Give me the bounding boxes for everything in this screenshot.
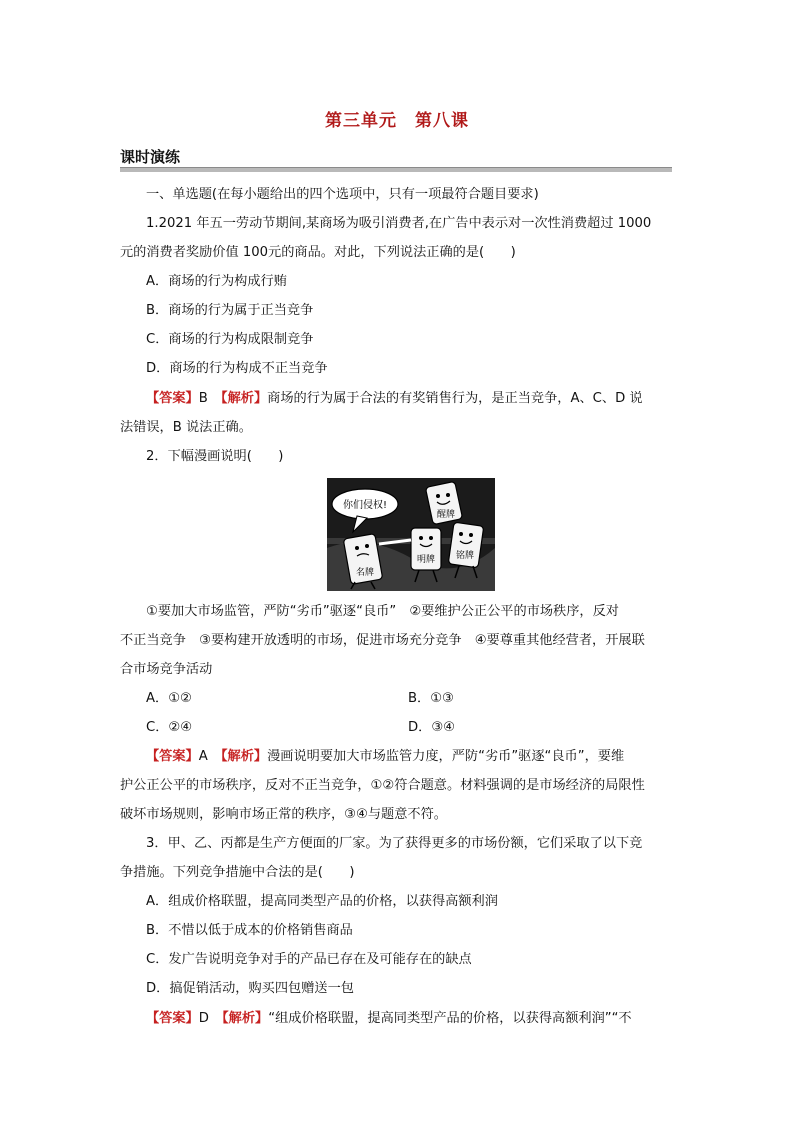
analysis-tag: 【解析】: [221, 391, 268, 406]
page-title: 第三单元 第八课: [325, 111, 469, 131]
instructions: 一、单选题(在每小题给出的四个选项中，只有一项最符合题目要求): [146, 187, 539, 202]
q1-stem-line2: 元的消费者奖励价值 100元的商品。对此，下列说法正确的是( ): [120, 245, 516, 260]
q2-option-d: D．③④: [408, 720, 455, 735]
q2-items-line1: ①要加大市场监管，严防“劣币”驱逐“良币” ②要维护公正公平的市场秩序，反对: [146, 604, 619, 619]
label-right: 铭牌: [455, 551, 475, 561]
section-divider: [120, 167, 672, 172]
q1-answer: B: [198, 391, 208, 406]
q2-analysis-line3: 破坏市场规则，影响市场正常的秩序，③④与题意不符。: [120, 807, 447, 822]
q2-answer: A: [198, 749, 208, 764]
q1-option-b: B．商场的行为属于正当竞争: [146, 303, 314, 318]
q3-option-d: D．搞促销活动，购买四包赠送一包: [146, 981, 354, 996]
q2-items-line2: 不正当竞争 ③要构建开放透明的市场，促进市场充分竞争 ④要尊重其他经营者，开展联: [120, 633, 645, 648]
q1-option-d: D．商场的行为构成不正当竞争: [146, 361, 328, 376]
section-heading: 课时演练: [120, 148, 181, 166]
answer-tag: 【答案】: [146, 391, 199, 406]
q1-stem-line1: 1.2021 年五一劳动节期间,某商场为吸引消费者,在广告中表示对一次性消费超过 1000: [146, 216, 652, 231]
label-middle: 明牌: [416, 555, 436, 565]
q2-answer-line: [146, 748, 701, 766]
q3-analysis-text: “组成价格联盟，提高同类型产品的价格，以获得高额利润”“不: [268, 1011, 632, 1026]
label-top: 醒牌: [436, 510, 456, 520]
q1-analysis-text: 商场的行为属于合法的有奖销售行为，是正当竞争，A、C、D 说: [267, 391, 643, 406]
analysis-tag: 【解析】: [220, 749, 268, 764]
q3-option-c: C．发广告说明竞争对手的产品已存在及可能存在的缺点: [146, 952, 472, 967]
speech-text: 你们侵权!: [342, 500, 388, 511]
q2-option-a: A．①②: [146, 691, 192, 706]
q1-analysis-line2: 法错误，B 说法正确。: [120, 420, 252, 435]
q3-option-a: A．组成价格联盟，提高同类型产品的价格，以获得高额利润: [146, 894, 498, 909]
label-left: 名牌: [355, 568, 375, 578]
analysis-tag: 【解析】: [222, 1011, 269, 1026]
q3-stem-line2: 争措施。下列竞争措施中合法的是( ): [120, 865, 355, 880]
q2-stem: 2．下幅漫画说明( ): [146, 449, 284, 464]
q3-stem-line1: 3．甲、乙、丙都是生产方便面的厂家。为了获得更多的市场份额，它们采取了以下竞: [146, 836, 643, 851]
answer-tag: 【答案】: [146, 1011, 199, 1026]
q3-option-b: B．不惜以低于成本的价格销售商品: [146, 923, 353, 938]
q3-answer: D: [198, 1011, 209, 1026]
q2-option-b: B．①③: [408, 691, 454, 706]
q1-answer-line: [146, 390, 701, 408]
q2-option-c: C．②④: [146, 720, 193, 735]
cartoon-image: [327, 478, 495, 591]
q1-option-c: C．商场的行为构成限制竞争: [146, 332, 314, 347]
q1-option-a: A．商场的行为构成行贿: [146, 274, 287, 289]
q2-analysis-text: 漫画说明要加大市场监管力度，严防“劣币”驱逐“良币”，要维: [267, 749, 625, 764]
q3-answer-line: [146, 1010, 701, 1028]
answer-tag: 【答案】: [146, 749, 199, 764]
q2-analysis-line2: 护公正公平的市场秩序，反对不正当竞争，①②符合题意。材料强调的是市场经济的局限性: [120, 778, 645, 793]
q2-items-line3: 合市场竞争活动: [120, 662, 213, 677]
